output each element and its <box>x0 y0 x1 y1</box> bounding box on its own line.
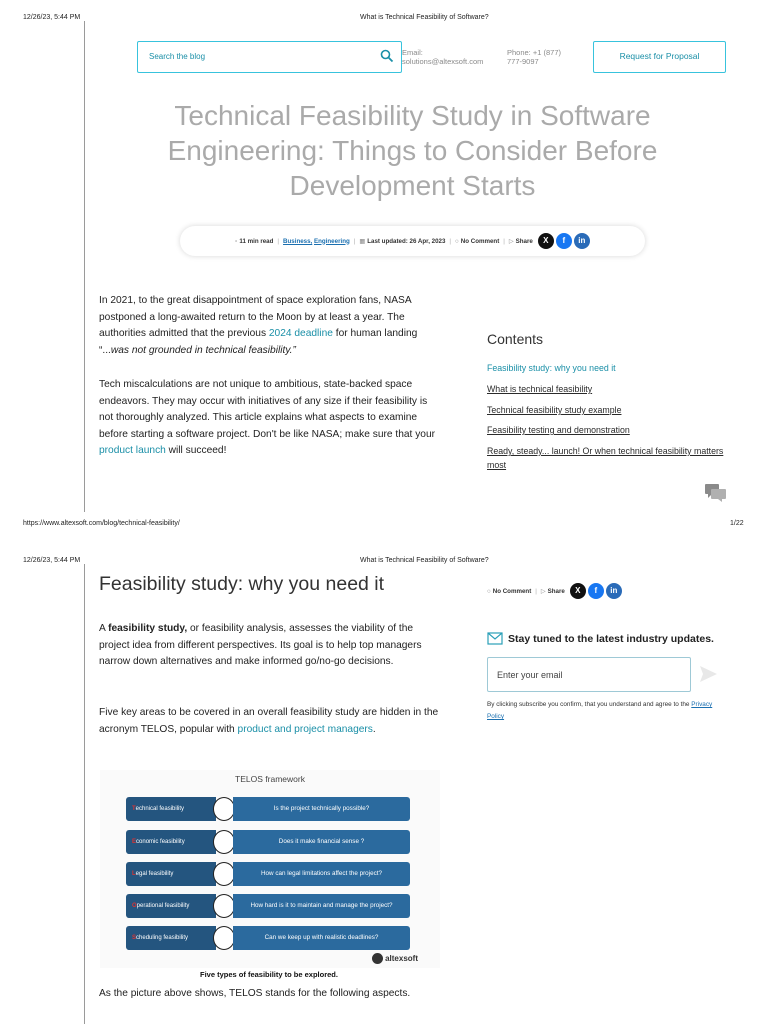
calendar-icon: ▦ <box>359 237 366 245</box>
search-icon[interactable] <box>380 49 394 63</box>
row-label-text: conomic feasibility <box>136 839 185 845</box>
row-label <box>126 926 216 950</box>
print-header-title: What is Technical Feasibility of Software? <box>360 557 489 564</box>
meta-separator: | <box>353 237 356 245</box>
search-box[interactable] <box>137 41 402 73</box>
article-meta-bar <box>180 226 645 256</box>
row-label <box>126 862 216 886</box>
envelope-icon <box>487 632 503 645</box>
request-proposal-button[interactable]: Request for Proposal <box>593 41 726 73</box>
phone-number[interactable]: 777-9097 <box>507 57 539 66</box>
search-placeholder[interactable]: Search the blog <box>149 52 206 61</box>
privacy-disclaimer <box>487 699 727 723</box>
telos-row-scheduling <box>126 926 410 950</box>
read-time: 11 min read <box>239 237 274 245</box>
feasibility-paragraph-2 <box>99 705 444 738</box>
toc-item-technical-feasibility[interactable]: What is technical feasibility <box>487 384 593 394</box>
article-meta-bar-compact <box>487 583 622 599</box>
intro-quote: was not grounded in technical feasibility.” <box>110 344 296 356</box>
row-initial: O <box>132 903 137 909</box>
logo-text: altexsoft <box>385 954 418 963</box>
article-title: Technical Feasibility Study in Software Engineering: Things to Consider Before Development Starts <box>167 100 658 201</box>
email-field[interactable] <box>487 657 691 692</box>
disclaimer-text: By clicking subscribe you confirm, that you understand and agree to the <box>487 701 692 708</box>
row-question: Is the project technically possible? <box>233 797 410 821</box>
row-question: Does it make financial sense ? <box>233 830 410 854</box>
email-input[interactable] <box>497 660 687 690</box>
newsletter-heading-text: Stay tuned to the latest industry updates. <box>508 632 714 645</box>
share-icon: ▷ <box>508 237 514 245</box>
toc-item-launch[interactable]: Ready, steady... launch! Or when technical feasibility matters most <box>487 446 724 470</box>
body-text: A <box>99 623 109 634</box>
row-initial: E <box>132 839 137 845</box>
linkedin-share-icon[interactable]: in <box>606 583 622 599</box>
x-share-icon[interactable]: X <box>570 583 586 599</box>
comment-count[interactable]: No Comment <box>460 237 500 245</box>
send-icon[interactable] <box>697 663 719 685</box>
telos-paragraph: As the picture above shows, TELOS stands for the following aspects. <box>99 988 411 999</box>
row-label-text: egal feasibility <box>135 871 174 877</box>
intro-text: In 2021, to the great disappointment of space exploration fans, NASA postponed a long-awaited return to the Moon by at least a year. The authorities admitted that the previous <box>99 295 412 340</box>
figure-caption: Five types of feasibility to be explored. <box>200 970 338 979</box>
category-business-link[interactable]: Business, <box>283 237 313 245</box>
row-label-text: perational feasibility <box>136 903 190 909</box>
row-label <box>126 830 216 854</box>
x-share-icon[interactable]: X <box>538 233 554 249</box>
comment-icon: ○ <box>487 587 491 595</box>
row-initial: S <box>132 935 137 941</box>
intro-text: Tech miscalculations are not unique to ambitious, state-backed space endeavors. They may occur with initiatives of any size if their feasibility is not thoroughly analyzed. This article explains what aspects to examine before starting a software project. Don't be like NASA; make sure that your <box>99 379 436 440</box>
contact-email <box>402 48 483 66</box>
telos-row-operational <box>126 894 410 918</box>
intro-paragraph-1 <box>99 293 444 359</box>
altexsoft-logo <box>372 953 418 964</box>
product-managers-link[interactable]: product and project managers <box>237 723 373 735</box>
page2-margin-line <box>84 564 85 1024</box>
row-label-text: cheduling feasibility <box>136 935 189 941</box>
share-label: Share <box>515 237 533 245</box>
face-icon <box>213 830 235 854</box>
row-label <box>126 797 216 821</box>
row-label <box>126 894 216 918</box>
row-initial: T <box>132 806 136 812</box>
logo-mark-icon <box>372 953 383 964</box>
privacy-policy-link[interactable]: Privacy Policy <box>487 701 713 720</box>
face-icon <box>213 926 235 950</box>
phone-label: Phone: +1 (877) <box>507 48 561 57</box>
print-footer-url: https://www.altexsoft.com/blog/technical-feasibility/ <box>23 520 180 527</box>
newsletter-heading <box>487 632 714 645</box>
row-initial: L <box>132 871 136 877</box>
figure-title: TELOS framework <box>235 774 305 784</box>
telos-row-economic <box>126 830 410 854</box>
share-label: Share <box>547 587 565 595</box>
body-text: or feasibility analysis, assesses the viability of the project idea from different perspectives. Its goal is to help top managers narrow down alternatives and make informed go/no-go decisions. <box>99 623 422 668</box>
body-text: Five key areas to be covered in an overall feasibility study are hidden in the acronym TELOS, popular with <box>99 707 439 735</box>
category-engineering-link[interactable]: Engineering <box>314 237 350 245</box>
row-question: How hard is it to maintain and manage the project? <box>233 894 410 918</box>
product-launch-link[interactable]: product launch <box>99 445 166 457</box>
face-icon <box>213 894 235 918</box>
toc-item-feasibility-study[interactable]: Feasibility study: why you need it <box>487 363 616 373</box>
section-heading: Feasibility study: why you need it <box>99 573 385 595</box>
email-label: Email: <box>402 48 423 57</box>
toc-item-example[interactable]: Technical feasibility study example <box>487 405 622 415</box>
email-address[interactable]: solutions@altexsoft.com <box>402 57 484 66</box>
feasibility-paragraph-1 <box>99 621 444 671</box>
facebook-share-icon[interactable]: f <box>588 583 604 599</box>
contents-heading: Contents <box>487 331 544 347</box>
meta-separator: | <box>535 587 537 595</box>
chat-icon[interactable] <box>705 484 727 502</box>
meta-separator: | <box>277 237 280 245</box>
print-header-datetime: 12/26/23, 5:44 PM <box>23 557 81 564</box>
body-text: . <box>372 723 376 735</box>
print-header-title: What is Technical Feasibility of Software? <box>360 14 489 21</box>
page1-margin-line <box>84 21 85 512</box>
telos-row-legal <box>126 862 410 886</box>
toc-item-testing[interactable]: Feasibility testing and demonstration <box>487 425 630 435</box>
contact-phone <box>507 48 561 66</box>
last-updated: Last updated: 26 Apr, 2023 <box>367 237 446 245</box>
meta-separator: | <box>503 237 505 245</box>
book-icon: ▫ <box>235 237 238 245</box>
deadline-link[interactable]: 2024 deadline <box>268 328 333 340</box>
print-header-datetime: 12/26/23, 5:44 PM <box>23 14 81 21</box>
row-label-text: echnical feasibility <box>135 806 185 812</box>
intro-text: will succeed! <box>165 445 227 457</box>
face-icon <box>213 862 235 886</box>
bold-term: feasibility study, <box>108 623 188 634</box>
row-question: Can we keep up with realistic deadlines? <box>233 926 410 950</box>
meta-separator: | <box>449 237 452 245</box>
row-question: How can legal limitations affect the project? <box>233 862 410 886</box>
intro-text: for human landing “... <box>99 328 418 356</box>
comment-count[interactable]: No Comment <box>492 587 532 595</box>
face-icon <box>213 797 235 821</box>
telos-framework-figure <box>100 770 440 968</box>
print-footer-page: 1/22 <box>730 520 744 527</box>
comment-icon: ○ <box>455 237 459 245</box>
telos-row-technical <box>126 797 410 821</box>
share-icon: ▷ <box>540 587 546 595</box>
intro-paragraph-2 <box>99 377 444 460</box>
facebook-share-icon[interactable]: f <box>556 233 572 249</box>
linkedin-share-icon[interactable]: in <box>574 233 590 249</box>
